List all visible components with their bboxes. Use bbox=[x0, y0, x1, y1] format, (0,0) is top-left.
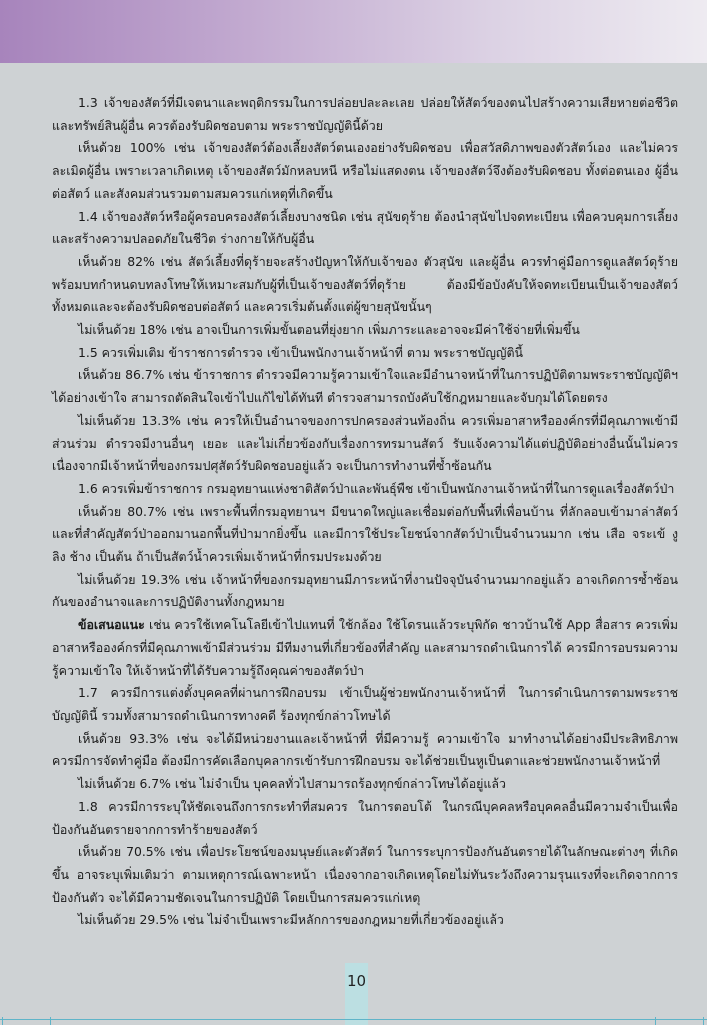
paragraph bbox=[52, 773, 678, 796]
paragraph-text: 1.8 ควรมีการระบุให้ชัดเจนถึงการกระทำที่สมควร ในการตอบโต้ ในกรณีบุคคลหรือบุคคลอื่นมีความจำเป็นเพื่อป้องกันอันตรายจากการทำร้ายของสัตว์ bbox=[52, 798, 678, 837]
paragraph-text: ไม่เห็นด้วย 19.3% เช่น เจ้าหน้าที่ของกรมอุทยานมีภาระหน้าที่งานปัจจุบันจำนวนมากอยู่แล้ว อาจเกิดการซ้ำซ้อนกันของอำนาจและการปฏิบัติงานทั้งกฎหมาย bbox=[52, 571, 678, 610]
paragraph bbox=[52, 319, 678, 342]
header-band bbox=[0, 0, 707, 63]
paragraph-text: ไม่เห็นด้วย 29.5% เช่น ไม่จำเป็นเพราะมีหลักการของกฎหมายที่เกี่ยวข้องอยู่แล้ว bbox=[78, 912, 504, 928]
paragraph-text: เห็นด้วย 93.3% เช่น จะได้มีหน่วยงานและเจ้าหน้าที่ ที่มีความรู้ ความเข้าใจ มาทำงานได้อย่างมีประสิทธิภาพ ควรมีการจัดทำคู่มือ ต้องมีการคัดเลือกบุคลากรเข้ารับการฝึกอบรม จะได้ช่วยเป็นหูเป็นตาและช่วยพนักงานเจ้าหน้าที่ bbox=[52, 730, 678, 769]
paragraph-text: เห็นด้วย 100% เช่น เจ้าของสัตว์ต้องเลี้ยงสัตว์ตนเองอย่างรับผิดชอบ เพื่อสวัสดิภาพของตัวสัตว์เอง และไม่ควรละเมิดผู้อื่น เพราะเวลาเกิดเหตุ เจ้าของสัตว์มักหลบหนี หรือไม่แสดงตน เจ้าของสัตว์จึงต้องรับผิดชอบ ทั้งต่อตนเอง ผู้อื่น ต่อสัตว์ และสังคมส่วนรวมตามสมควรแก่เหตุที่เกิดขึ้น bbox=[52, 140, 678, 201]
paragraph bbox=[52, 614, 678, 682]
footer-rule bbox=[0, 1019, 707, 1020]
paragraph-text: 1.4 เจ้าของสัตว์หรือผู้ครอบครองสัตว์เลี้ยงบางชนิด เช่น สุนัขดุร้าย ต้องนำสุนัขไปจดทะเบียน เพื่อควบคุมการเลี้ยงและสร้างความปลอดภัยในชีวิต ร่างกายให้กับผู้อื่น bbox=[52, 208, 678, 247]
paragraph-text: 1.5 ควรเพิ่มเติม ข้าราชการตำรวจ เข้าเป็นพนักงานเจ้าหน้าที่ ตาม พระราชบัญญัตินี้ bbox=[78, 344, 523, 360]
paragraph-heading: ข้อเสนอแนะ bbox=[78, 617, 145, 633]
footer-tick-right bbox=[703, 1017, 704, 1025]
paragraph bbox=[52, 909, 678, 932]
paragraph-text: เห็นด้วย 80.7% เช่น เพราะพื้นที่กรมอุทยานฯ มีขนาดใหญ่และเชื่อมต่อกับพื้นที่เพื่อนบ้าน ที่ลักลอบเข้ามาล่าสัตว์ และที่สำคัญสัตว์ป่าออกมานอกพื้นที่ป่ามากยิ่งขึ้น และมีการใช้ประโยชน์จากสัตว์ป่าเป็นจำนวนมาก เช่น เสือ จระเข้ งู ลิง ช้าง เป็นต้น ถ้าเป็นสัตว์น้ำควรเพิ่มเจ้าหน้าที่กรมประมงด้วย bbox=[52, 503, 678, 565]
paragraph-text: 1.6 ควรเพิ่มข้าราชการ กรมอุทยานแห่งชาติสัตว์ป่าและพันธุ์พืช เข้าเป็นพนักงานเจ้าหน้าที่ในการดูแลเรื่องสัตว์ป่า bbox=[78, 480, 675, 496]
paragraph bbox=[52, 478, 678, 501]
paragraph bbox=[52, 206, 678, 251]
footer-tick-left bbox=[2, 1017, 3, 1025]
paragraph-text: ไม่เห็นด้วย 13.3% เช่น ควรให้เป็นอำนาจของการปกครองส่วนท้องถิ่น ควรเพิ่มอาสาหรือองค์กรที่มีคุณภาพเข้ามีส่วนร่วม ตำรวจมีงานอื่นๆ เยอะ และไม่เกี่ยวข้องกับเรื่องการทรมานสัตว์ รับแจ้งความได้แต่ปฏิบัติอย่างอื่นนั้นไม่ควร เนื่องจากมีเจ้าหน้าที่ของกรมปศุสัตว์รับผิดชอบอยู่แล้ว จะเป็นการทำงานที่ซ้ำซ้อนกัน bbox=[52, 412, 678, 474]
paragraph bbox=[52, 569, 678, 614]
paragraph-text: เห็นด้วย 86.7% เช่น ข้าราชการ ตำรวจมีความรู้ความเข้าใจและมีอำนาจหน้าที่ในการปฏิบัติตามพระราชบัญญัติฯ ได้อย่างเข้าใจ สามารถตัดสินใจเข้าไปแก้ไขได้ทันที ตำรวจสามารถบังคับใช้กฎหมายและจับกุมได้โดยตรง bbox=[52, 367, 678, 406]
paragraph-text: เช่น ควรใช้เทคโนโลยีเข้าไปแทนที่ ใช้กล้อง ใช้โดรนแล้วระบุพิกัด ชาวบ้านใช้ App สื่อสาร ควรเพิ่มอาสาหรือองค์กรที่มีคุณภาพเข้ามีส่วนร่วม มีทีมงานที่เกี่ยวข้องที่สำคัญ และสามารถดำเนินการได้ ควรมีการอบรมความรู้ความเข้าใจ ให้เจ้าหน้าที่ได้รับความรู้ถึงคุณค่าของสัตว์ป่า bbox=[52, 617, 678, 678]
paragraph bbox=[52, 137, 678, 205]
paragraph bbox=[52, 841, 678, 909]
document-body bbox=[52, 92, 678, 932]
paragraph-text: เห็นด้วย 82% เช่น สัตว์เลี้ยงที่ดุร้ายจะสร้างปัญหาให้กับเจ้าของ ตัวสุนัข และผู้อื่น ควรทำคู่มือการดูแลสัตว์ดุร้าย พร้อมบทกำหนดบทลงโทษให้เหมาะสมกับผู้ที่เป็นเจ้าของสัตว์ที่ดุร้าย ต้องมีข้อบังคับให้จดทะเบียนเป็นเจ้าของสัตว์ทั้งหมดและจะต้องรับผิดชอบต่อสัตว์ และควรเริ่มต้นตั้งแต่ผู้ขายสุนัขนั้นๆ bbox=[52, 253, 678, 315]
paragraph bbox=[52, 92, 678, 137]
paragraph-text: 1.3 เจ้าของสัตว์ที่มีเจตนาและพฤติกรรมในการปล่อยปละละเลย ปล่อยให้สัตว์ของตนไปสร้างความเสียหายต่อชีวิตและทรัพย์สินผู้อื่น ควรต้องรับผิดชอบตาม พระราชบัญญัตินี้ด้วย bbox=[52, 95, 678, 133]
paragraph bbox=[52, 364, 678, 409]
paragraph bbox=[52, 251, 678, 319]
paragraph-text: เห็นด้วย 70.5% เช่น เพื่อประโยชน์ของมนุษย์และตัวสัตว์ ในการระบุการป้องกันอันตรายได้ในลักษณะต่างๆ ที่เกิดขึ้น อาจระบุเพิ่มเติมว่า ตามเหตุการณ์เฉพาะหน้า เนื่องจากอาจเกิดเหตุโดยไม่ทันระวังถึงความรุนแรงที่จะเกิดจากการป้องกันตัว จะได้มีความชัดเจนในการปฏิบัติ โดยเป็นการสมควรแก่เหตุ bbox=[52, 844, 678, 905]
paragraph-text: 1.7 ควรมีการแต่งตั้งบุคคลที่ผ่านการฝึกอบรม เข้าเป็นผู้ช่วยพนักงานเจ้าหน้าที่ ในการดำเนินการตามพระราชบัญญัตินี้ รวมทั้งสามารถดำเนินการทางคดี ร้องทุกข์กล่าวโทษได้ bbox=[52, 685, 678, 723]
paragraph bbox=[52, 682, 678, 727]
footer-tick bbox=[50, 1017, 51, 1025]
paragraph bbox=[52, 728, 678, 773]
paragraph bbox=[52, 501, 678, 569]
paragraph-text: ไม่เห็นด้วย 6.7% เช่น ไม่จำเป็น บุคคลทั่วไปสามารถร้องทุกข์กล่าวโทษได้อยู่แล้ว bbox=[78, 776, 506, 792]
page-number: 10 bbox=[346, 972, 367, 990]
footer-tick bbox=[655, 1017, 656, 1025]
paragraph-text: ไม่เห็นด้วย 18% เช่น อาจเป็นการเพิ่มขั้นตอนที่ยุ่งยาก เพิ่มภาระและอาจจะมีค่าใช้จ่ายที่เพิ่มขึ้น bbox=[78, 322, 580, 338]
paragraph bbox=[52, 342, 678, 365]
paragraph bbox=[52, 410, 678, 478]
paragraph bbox=[52, 796, 678, 841]
